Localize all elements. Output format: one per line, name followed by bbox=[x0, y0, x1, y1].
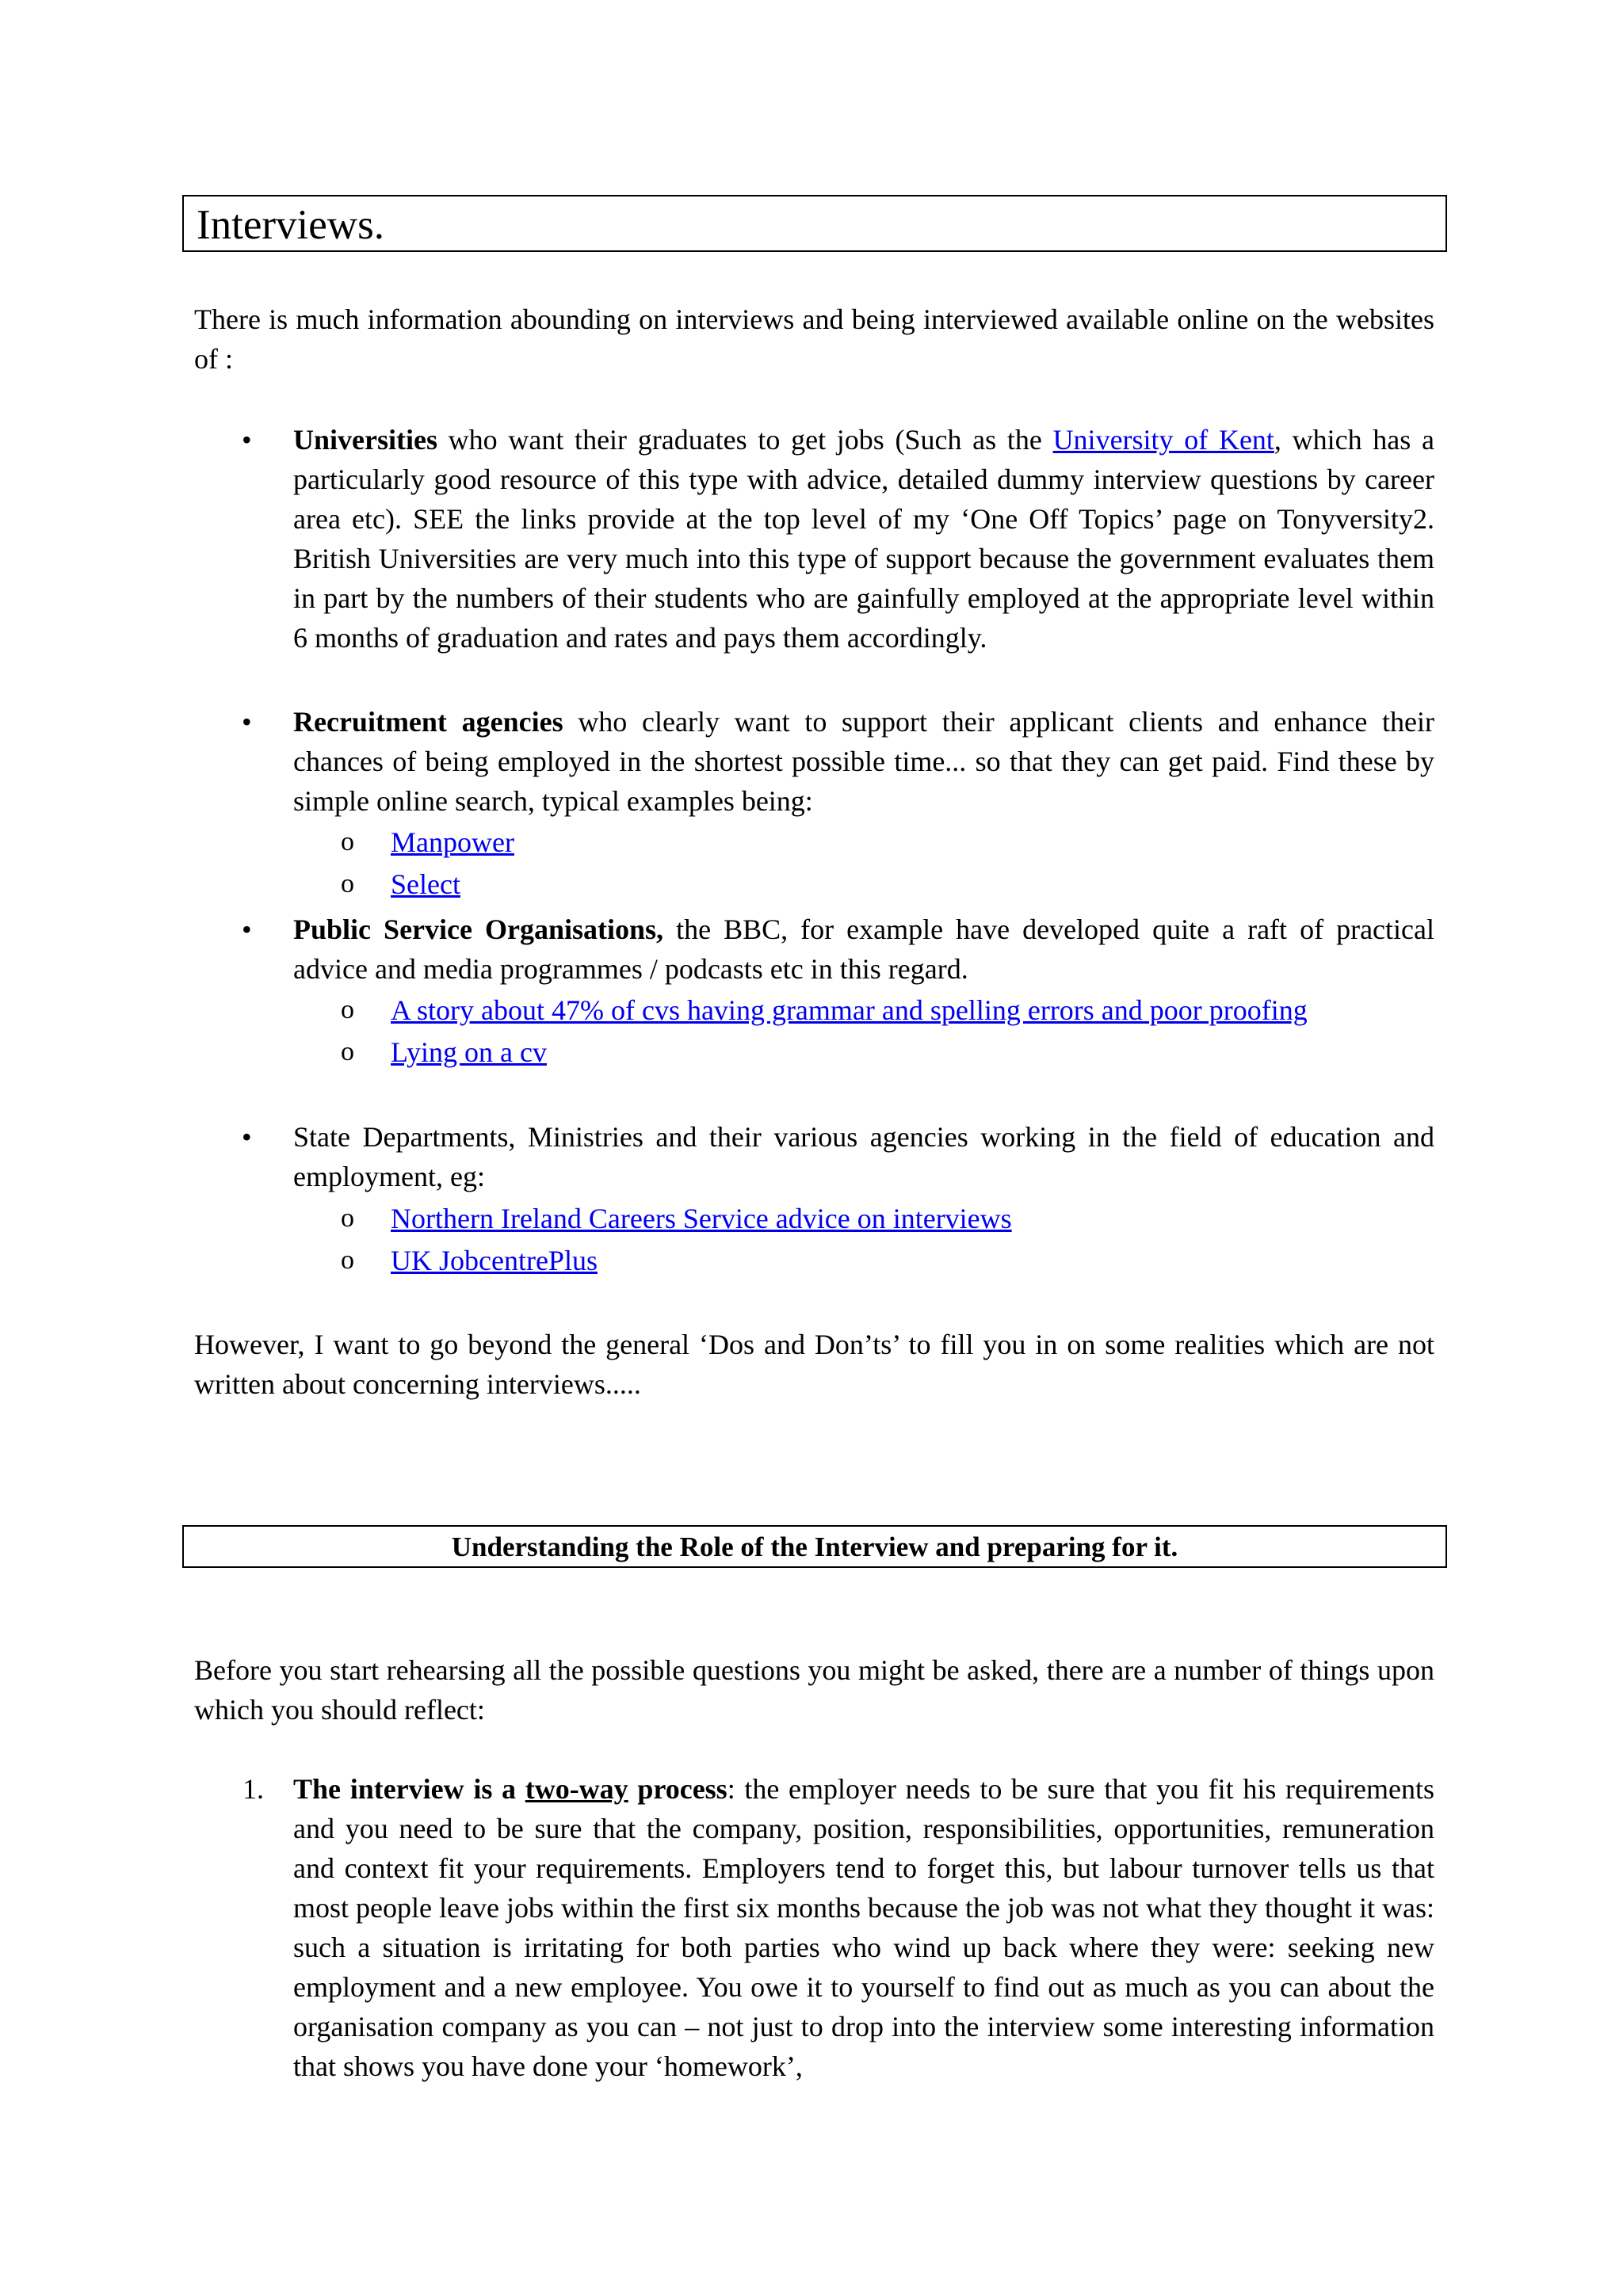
list-number: 1. bbox=[242, 1773, 264, 1805]
bullet-text: who clearly want to support their applicant clients and enhance their chances of being employed in the shortest possible time... so that they can get paid. Find these by simple online search, typical examples being: bbox=[293, 706, 1435, 817]
sub-bullet-marker: o bbox=[341, 1203, 354, 1233]
bullet-recruitment bbox=[293, 702, 1434, 821]
bullet-marker: • bbox=[242, 706, 252, 738]
section-heading-box bbox=[182, 1525, 1447, 1568]
bullet-public-service bbox=[293, 910, 1434, 989]
bullet-text-cont: , which has a particularly good resource of this type with advice, detailed dummy interview questions by career area etc). SEE the links provide at the top level of my ‘One Off Topics’ page on Tonyversity2. British Universities are very much into this type of support because the government evaluates them in part by the numbers of their students who are gainfully employed at the appropriate level within 6 months of graduation and rates and pays them accordingly. bbox=[293, 424, 1434, 654]
jobcentreplus-link[interactable]: UK JobcentrePlus bbox=[391, 1245, 598, 1276]
section-heading: Understanding the Role of the Interview and preparing for it. bbox=[451, 1531, 1178, 1562]
lying-on-cv-link[interactable]: Lying on a cv bbox=[391, 1036, 547, 1068]
sub-bullet-marker: o bbox=[341, 1037, 354, 1066]
sub-bullet-marker: o bbox=[341, 869, 354, 898]
title-box bbox=[182, 195, 1447, 252]
bullet-state-departments: State Departments, Ministries and their various agencies working in the field of education and employment, eg: bbox=[293, 1121, 1434, 1192]
bullet-text: the BBC, for example have developed quite a raft of practical advice and media programmes / podcasts etc in this regard. bbox=[293, 913, 1434, 985]
bullet-marker: • bbox=[242, 1121, 252, 1153]
manpower-link[interactable]: Manpower bbox=[391, 826, 514, 858]
sub-bullet-marker: o bbox=[341, 995, 354, 1024]
item-text: : the employer needs to be sure that you fit his requirements and you need to be sure that the company, position, responsibilities, opportunities, remuneration and context fit your requirements. Employers tend to forget this, but labour turnover tells us that most people leave jobs within the first six months because the job was not what they thought it was: such a situation is irritating for both parties who wind up back where they were: seeking new employment and a new employee. You owe it to yourself to find out as much as you can about the organisation company as you can – not just to drop into the interview some interesting information that shows you have done your ‘homework’, bbox=[293, 1773, 1434, 2082]
intro-paragraph: There is much information abounding on interviews and being interviewed available online on the websites of : bbox=[194, 303, 1434, 375]
university-of-kent-link[interactable]: University of Kent bbox=[1052, 424, 1274, 456]
sub-bullet-marker: o bbox=[341, 827, 354, 856]
sub-bullet-marker: o bbox=[341, 1245, 354, 1275]
ni-careers-link[interactable]: Northern Ireland Careers Service advice on interviews bbox=[391, 1203, 1012, 1234]
bullet-marker: • bbox=[242, 424, 252, 456]
bullet-universities bbox=[293, 420, 1434, 658]
item-bold-underlined: two-way bbox=[525, 1773, 628, 1805]
numbered-item-1 bbox=[293, 1769, 1434, 2086]
item-bold-b: process bbox=[628, 1773, 727, 1805]
bullet-bold-label: Recruitment agencies bbox=[293, 706, 563, 738]
item-bold-a: The interview is a bbox=[293, 1773, 525, 1805]
bullet-marker: • bbox=[242, 913, 252, 945]
cv-errors-story-link[interactable]: A story about 47% of cvs having grammar and spelling errors and poor proofing bbox=[391, 994, 1308, 1026]
bullet-bold-label: Universities bbox=[293, 424, 437, 456]
bullet-bold-label: Public Service Organisations, bbox=[293, 913, 664, 945]
page-title: Interviews. bbox=[197, 202, 384, 248]
however-paragraph: However, I want to go beyond the general ‘Dos and Don’ts’ to fill you in on some realities which are not written about concerning interviews..... bbox=[194, 1329, 1434, 1400]
bullet-text: who want their graduates to get jobs (Such as the bbox=[437, 424, 1053, 456]
before-paragraph: Before you start rehearsing all the possible questions you might be asked, there are a number of things upon which you should reflect: bbox=[194, 1654, 1434, 1726]
select-link[interactable]: Select bbox=[391, 868, 460, 900]
